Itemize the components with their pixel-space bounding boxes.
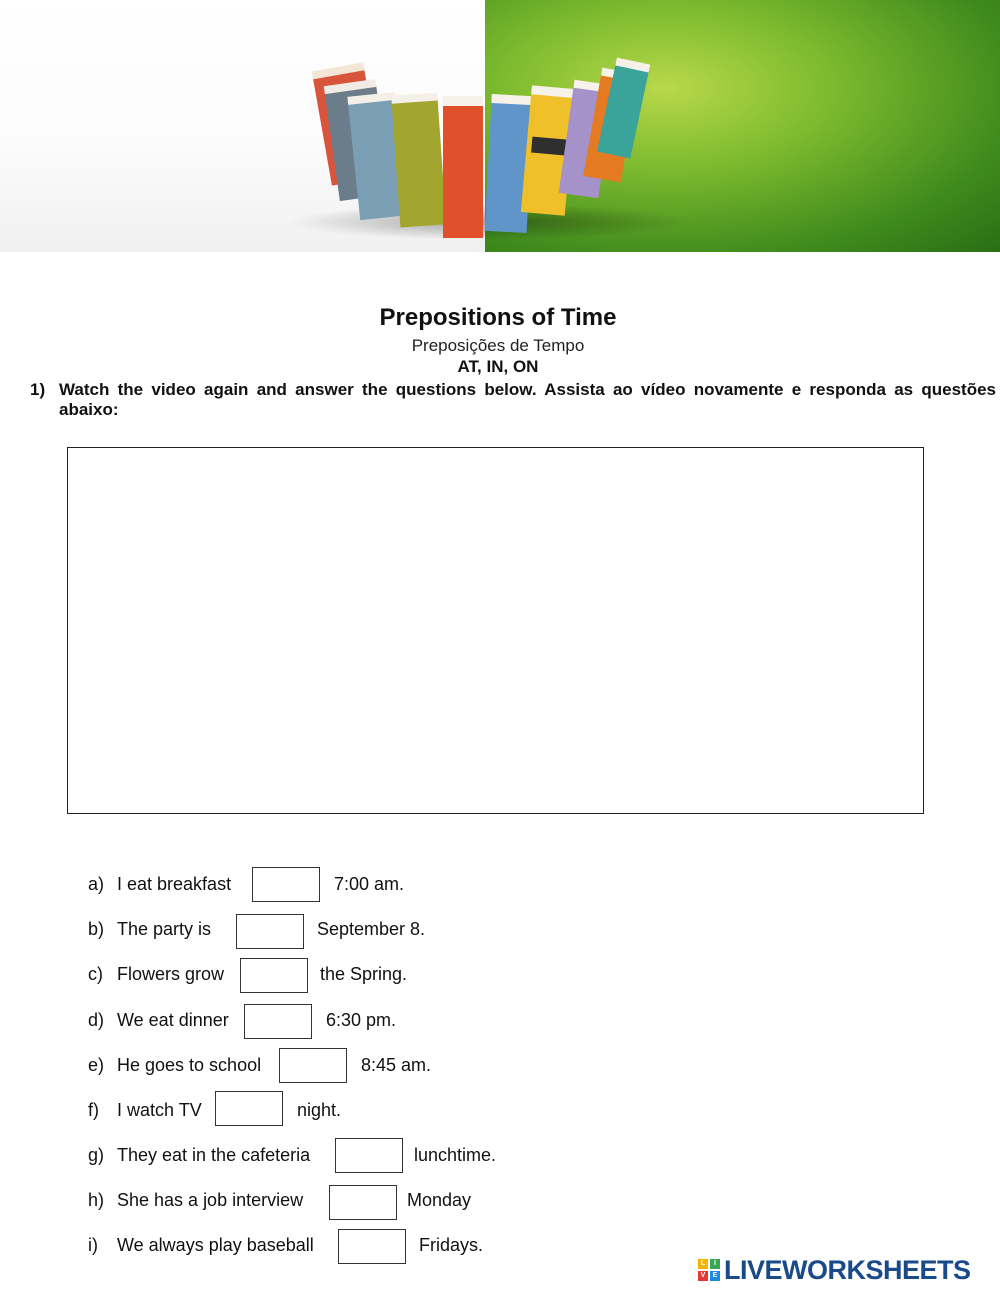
answer-box-a[interactable] <box>252 867 320 902</box>
question-text-before: We eat dinner <box>117 1010 229 1030</box>
instruction-number: 1) <box>30 380 46 399</box>
question-letter: e) <box>88 1055 105 1075</box>
logo-letter: V <box>698 1271 708 1281</box>
logo-text: LIVEWORKSHEETS <box>724 1254 971 1285</box>
question-letter: i) <box>88 1235 98 1255</box>
page-subtitle: Preposições de Tempo <box>411 336 585 355</box>
question-letter: f) <box>88 1100 99 1120</box>
header-banner <box>0 0 1000 252</box>
question-text-before: We always play baseball <box>117 1235 314 1255</box>
question-text-after: 7:00 am. <box>334 874 405 894</box>
answer-box-d[interactable] <box>244 1004 312 1039</box>
answer-box-f[interactable] <box>215 1091 283 1126</box>
question-letter: d) <box>88 1010 105 1030</box>
question-letter: g) <box>88 1145 105 1165</box>
books-illustration <box>0 0 1000 252</box>
liveworksheets-logo[interactable] <box>698 1255 971 1285</box>
answer-box-i[interactable] <box>338 1229 406 1264</box>
video-frame[interactable] <box>67 447 924 814</box>
logo-letter: E <box>710 1271 720 1281</box>
logo-letter: L <box>698 1259 708 1269</box>
answer-box-h[interactable] <box>329 1185 397 1220</box>
preposition-options: AT, IN, ON <box>457 357 539 376</box>
answer-box-c[interactable] <box>240 958 308 993</box>
question-letter: a) <box>88 874 105 894</box>
question-text-before: The party is <box>117 919 212 939</box>
answer-box-g[interactable] <box>335 1138 403 1173</box>
answer-box-b[interactable] <box>236 914 304 949</box>
question-text-before: He goes to school <box>117 1055 262 1075</box>
question-letter: h) <box>88 1190 105 1210</box>
question-text-after: the Spring. <box>320 964 408 984</box>
book-olive <box>391 93 446 228</box>
question-text-after: 8:45 am. <box>361 1055 432 1075</box>
question-text-before: I eat breakfast <box>117 874 232 894</box>
question-text-after: 6:30 pm. <box>326 1010 397 1030</box>
question-text-after: night. <box>297 1100 342 1120</box>
instruction-text: Watch the video again and answer the questions below. Assista ao vídeo novamente e responda as questões abaixo: <box>59 380 996 419</box>
logo-letter: I <box>710 1259 720 1269</box>
question-text-after: September 8. <box>317 919 426 939</box>
question-text-before: They eat in the cafeteria <box>117 1145 311 1165</box>
book-orange <box>443 96 483 238</box>
question-text-before: I watch TV <box>117 1100 202 1120</box>
logo-grid-icon <box>698 1259 720 1281</box>
question-text-after: lunchtime. <box>414 1145 497 1165</box>
page-title: Prepositions of Time <box>379 304 617 331</box>
question-text-after: Fridays. <box>419 1235 484 1255</box>
question-text-after: Monday <box>407 1190 472 1210</box>
question-letter: b) <box>88 919 105 939</box>
question-text-before: She has a job interview <box>117 1190 304 1210</box>
answer-box-e[interactable] <box>279 1048 347 1083</box>
question-letter: c) <box>88 964 103 984</box>
question-text-before: Flowers grow <box>117 964 225 984</box>
